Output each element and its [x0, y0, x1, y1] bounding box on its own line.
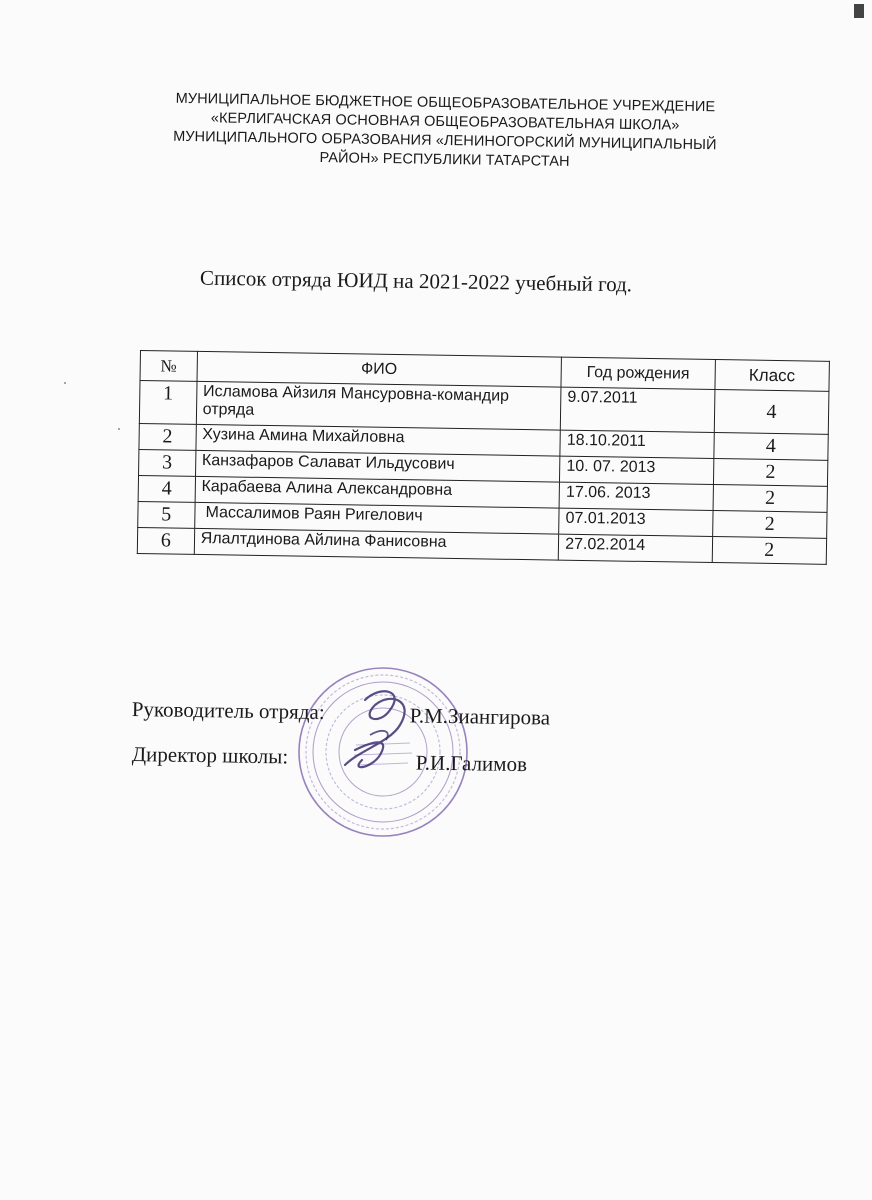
director-label: Директор школы: — [131, 742, 289, 769]
header-line-2: «КЕРЛИГАЧСКАЯ ОСНОВНАЯ ОБЩЕОБРАЗОВАТЕЛЬНАЯ ШКОЛА» — [210, 110, 680, 134]
cell-fio: Хузина Амина Михайловна — [196, 424, 561, 456]
cell-fio: Ялалтдинова Айлина Фанисовна — [194, 528, 559, 560]
leader-signature-line — [131, 697, 551, 730]
director-signature-line — [131, 742, 528, 777]
cell-dob: 17.06. 2013 — [559, 482, 713, 510]
cell-dob: 10. 07. 2013 — [560, 456, 714, 484]
cell-class: 2 — [712, 537, 827, 565]
header-fio: ФИО — [197, 351, 562, 387]
cell-dob: 9.07.2011 — [560, 387, 714, 432]
header-line-3: МУНИЦИПАЛЬНОГО ОБРАЗОВАНИЯ «ЛЕНИНОГОРСКИЙ МУНИЦИПАЛЬНЫЙ — [173, 128, 717, 154]
cell-class: 4 — [714, 390, 829, 435]
cell-dob: 18.10.2011 — [560, 430, 714, 458]
document-title: Список отряда ЮИД на 2021-2022 учебный год. — [199, 265, 633, 297]
cell-class: 2 — [713, 459, 828, 487]
leader-name: Р.М.Зиангирова — [409, 703, 551, 730]
header-dob: Год рождения — [561, 357, 715, 389]
cell-class: 4 — [714, 433, 829, 461]
cell-class: 2 — [712, 511, 827, 539]
school-header — [149, 89, 740, 174]
members-table — [137, 350, 830, 565]
cell-dob: 07.01.2013 — [559, 508, 713, 536]
cell-num: 3 — [139, 449, 196, 476]
cell-num: 6 — [137, 527, 194, 554]
cell-num: 4 — [138, 475, 195, 502]
cell-class: 2 — [713, 485, 828, 513]
header-class: Класс — [715, 360, 830, 392]
cell-dob: 27.02.2014 — [558, 534, 712, 562]
cell-fio: Исламова Айзиля Мансуровна-командир отряда — [196, 381, 561, 430]
header-line-4: РАЙОН» РЕСПУБЛИКИ ТАТАРСТАН — [319, 150, 570, 170]
cell-fio: Массалимов Раян Ригелович — [194, 502, 559, 534]
director-name: Р.И.Галимов — [415, 750, 528, 777]
cell-num: 2 — [139, 423, 196, 450]
cell-num: 5 — [138, 501, 195, 528]
leader-label: Руководитель отряда: — [131, 697, 325, 725]
cell-fio: Карабаева Алина Александровна — [195, 476, 560, 508]
members-table-wrap — [137, 350, 830, 565]
scan-mark — [854, 4, 864, 18]
header-line-1: МУНИЦИПАЛЬНОЕ БЮДЖЕТНОЕ ОБЩЕОБРАЗОВАТЕЛЬНОЕ УЧРЕЖДЕНИЕ — [175, 90, 716, 116]
cell-num: 1 — [139, 381, 196, 425]
cell-fio: Канзафаров Салават Ильдусович — [195, 450, 560, 482]
header-num: № — [140, 351, 197, 382]
